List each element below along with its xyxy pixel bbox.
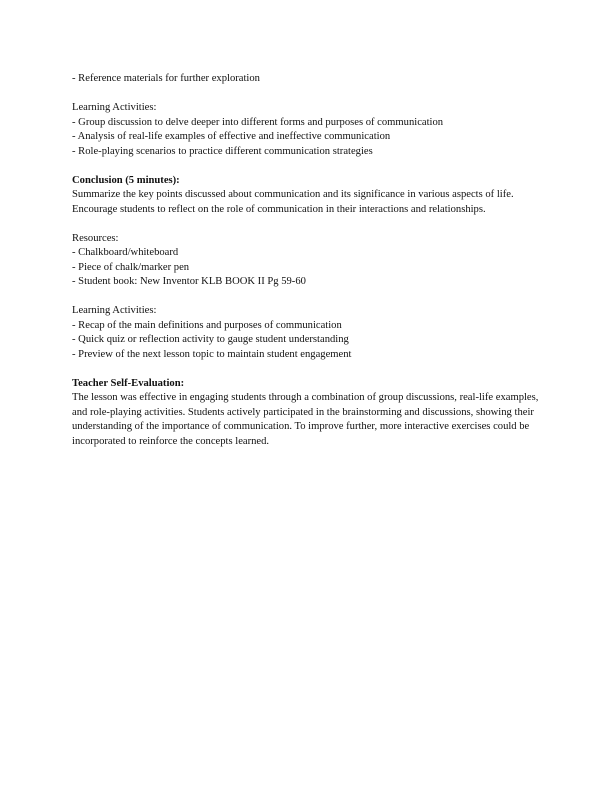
spacer: [72, 87, 542, 102]
self-evaluation-heading: Teacher Self-Evaluation:: [72, 377, 185, 389]
conclusion-section: [72, 174, 542, 218]
learning-activities-label: Learning Activities:: [72, 102, 157, 113]
list-item: - Quick quiz or reflection activity to gauge student understanding: [72, 334, 349, 345]
list-item: - Preview of the next lesson topic to maintain student engagement: [72, 348, 352, 360]
list-item: - Recap of the main definitions and purposes of communication: [72, 319, 342, 331]
spacer: [72, 159, 542, 174]
list-item: - Analysis of real-life examples of effective and ineffective communication: [72, 131, 391, 142]
list-item: - Role-playing scenarios to practice different communication strategies: [72, 145, 373, 157]
spacer: [72, 362, 542, 377]
conclusion-text: Summarize the key points discussed about communication and its significance in various aspects of life. Encourage students to reflect on the role of communication in their interactions and relationships.: [72, 189, 514, 215]
reference-materials-item: - Reference materials for further exploration: [72, 73, 260, 84]
document-page: [72, 72, 542, 449]
learning-activities-label: Learning Activities:: [72, 305, 157, 316]
spacer: [72, 217, 542, 232]
resources-label: Resources:: [72, 232, 119, 244]
learning-activities-section-2: [72, 304, 542, 362]
conclusion-heading: Conclusion (5 minutes):: [72, 174, 180, 186]
self-evaluation-text: The lesson was effective in engaging students through a combination of group discussions, real-life examples, and role-playing activities. Students actively participated in the brainstorming and discussions, showing their understanding of the importance of communication. To improve further, more interactive exercises could be incorporated to reinforce the concepts learned.: [72, 392, 539, 447]
self-evaluation-section: [72, 377, 542, 450]
list-item: - Student book: New Inventor KLB BOOK II Pg 59-60: [72, 276, 306, 287]
list-item: - Piece of chalk/marker pen: [72, 261, 190, 273]
resources-section: [72, 232, 542, 290]
learning-activities-section-1: [72, 101, 542, 159]
list-item: - Chalkboard/whiteboard: [72, 247, 179, 258]
spacer: [72, 290, 542, 305]
list-item: - Group discussion to delve deeper into different forms and purposes of communication: [72, 116, 444, 128]
